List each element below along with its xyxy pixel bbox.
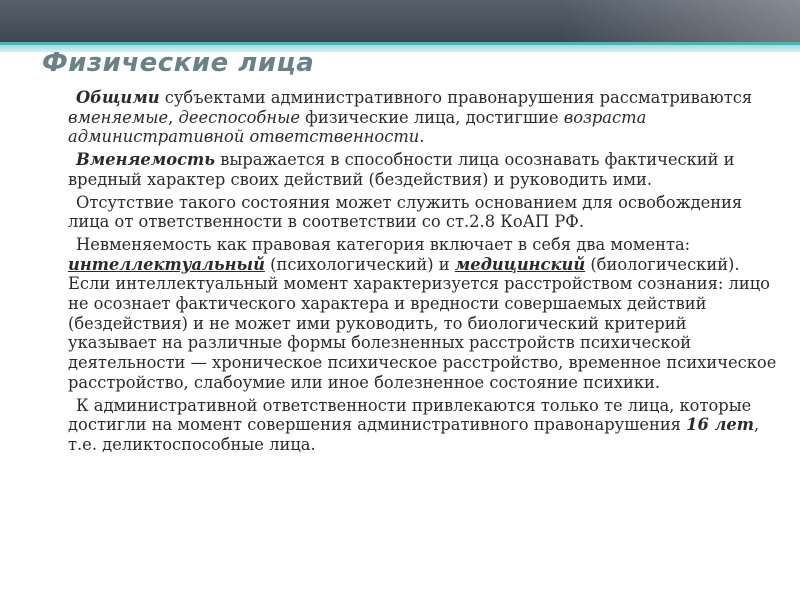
term-sane: вменяемые: [68, 107, 169, 127]
slide-title: Физические лица: [42, 48, 315, 78]
text-segment: .: [419, 127, 425, 147]
paragraph-age: [68, 396, 778, 455]
slide-body: [68, 88, 778, 458]
text-segment: К административной ответственности привлекаются только те лица, которые достигли на момент совершения административного правонарушения: [68, 395, 752, 435]
term-intellectual: интеллектуальный: [68, 254, 265, 274]
text-segment: (психологический) и: [264, 254, 455, 274]
term-sanity: Вменяемость: [76, 150, 216, 170]
paragraph-insanity: [68, 235, 778, 393]
text-segment: субъектами административного правонарушения рассматриваются: [159, 88, 753, 107]
paragraph-absence: [68, 193, 778, 232]
text-segment: Отсутствие такого состояния может служить основанием для освобождения лица от ответственности в соответствии со ст.2.8 КоАП РФ.: [68, 192, 743, 232]
accent-stripe-line: [0, 42, 800, 45]
text-segment: , т.е. деликтоспособные лица.: [68, 415, 760, 454]
text-segment: Невменяемость как правовая категория включает в себя два момента:: [76, 234, 691, 254]
text-segment: ,: [168, 107, 179, 127]
header-highlight: [560, 0, 800, 42]
paragraph-sanity: [68, 150, 778, 189]
term-age-of-responsibility: возраста административной ответственности: [68, 107, 647, 147]
paragraph-general-subjects: [68, 88, 778, 147]
text-segment: выражается в способности лица осознавать фактический и вредный характер своих действий (бездействия) и руководить ими.: [68, 150, 735, 189]
top-header-band: [0, 0, 800, 42]
term-medical: медицинский: [454, 254, 586, 274]
term-general: Общими: [76, 88, 160, 107]
text-segment: (биологический). Если интеллектуальный момент характеризуется расстройством сознания: лицо не осознает фактического характера и вредности совершаемых действий (бездействия) и не может ими руководить, то биологический критерий указывает на различные формы болезненных расстройств психической деятельности — хроническое психическое расстройство, временное психическое расстройство, слабоумие или иное болезненное состояние психики.: [68, 254, 777, 392]
text-segment: физические лица, достигшие: [300, 107, 564, 127]
term-16-years: 16 лет: [686, 415, 754, 435]
term-capable: дееспособные: [178, 107, 300, 127]
